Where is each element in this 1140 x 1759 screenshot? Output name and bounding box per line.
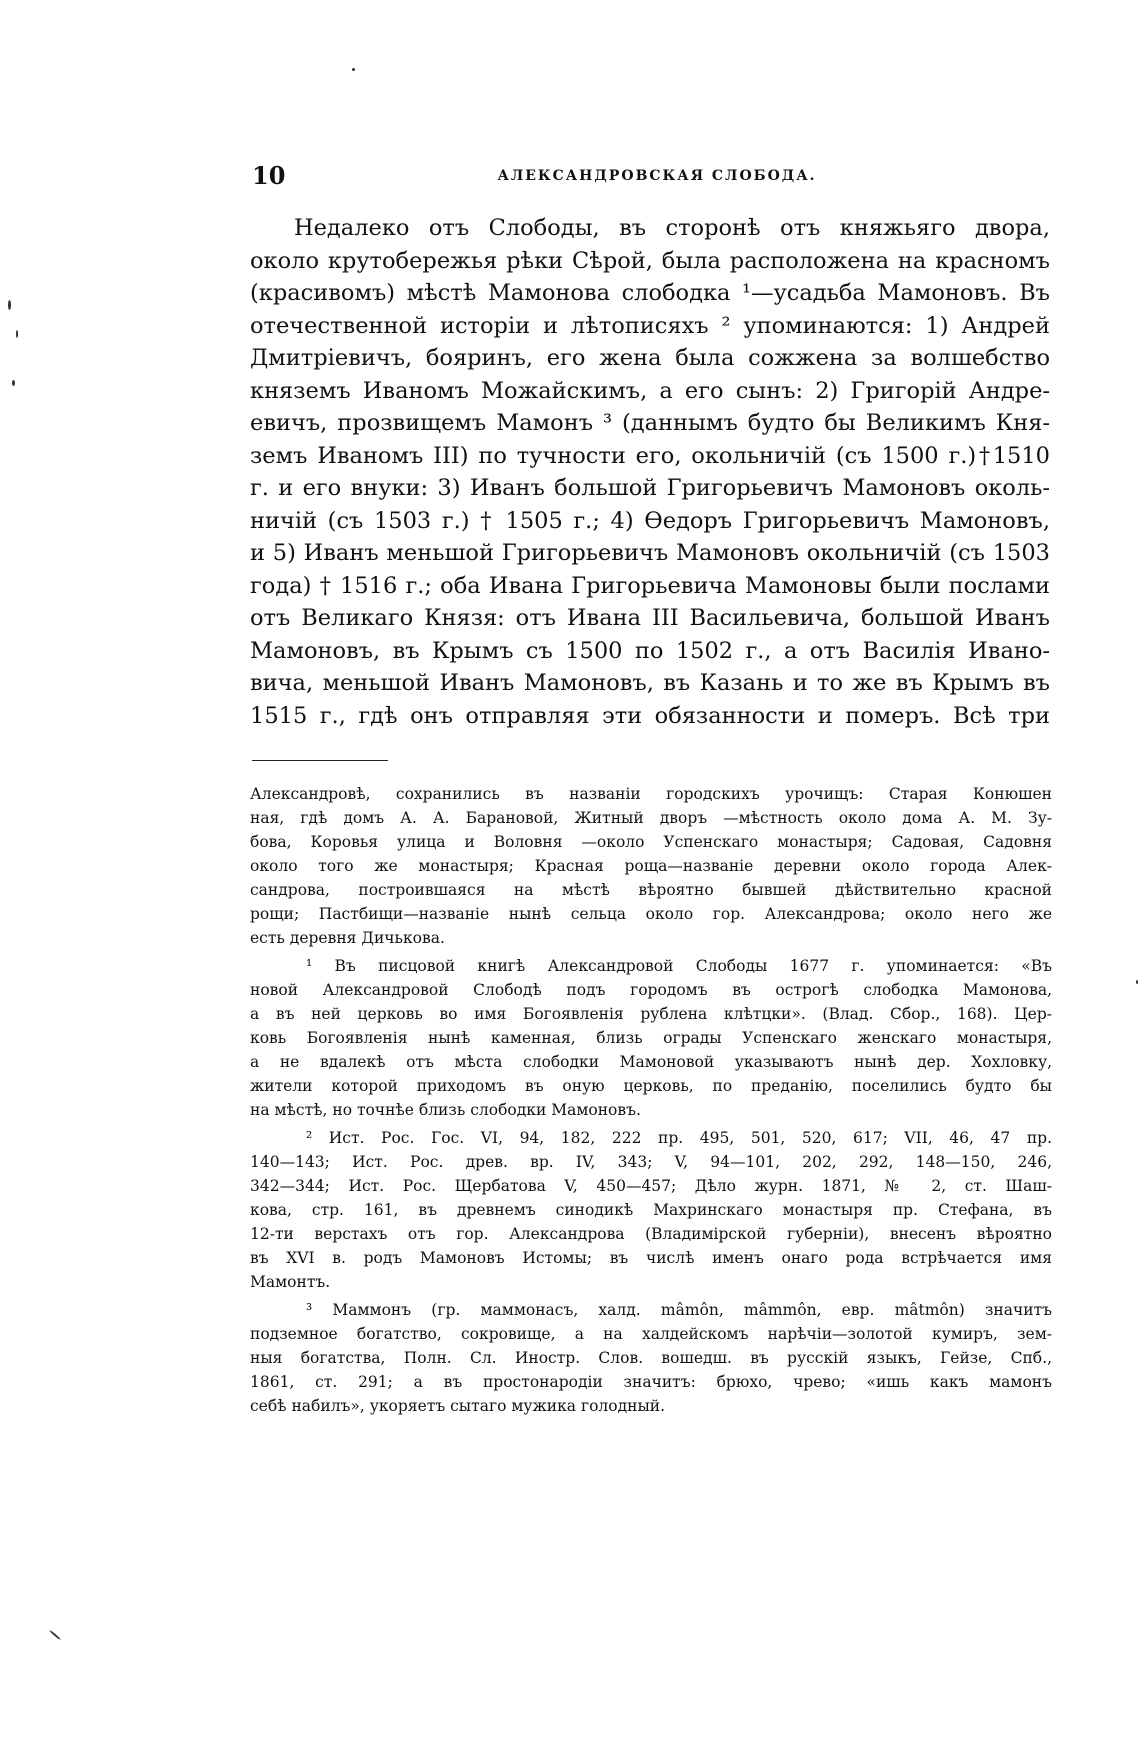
main-line: 1515 г., гдѣ онъ отправляя эти обязанности и померъ. Всѣ три	[250, 702, 1050, 729]
footnote-line: 342—344; Ист. Рос. Щербатова V, 450—457; Дѣло журн. 1871, № 2, ст. Шаш-	[250, 1177, 1052, 1195]
footnote-line: рощи; Пастбищи—названіе нынѣ сельца около гор. Александрова; около него же	[250, 905, 1052, 923]
main-line: Дмитріевичъ, бояринъ, его жена была сожжена за волшебство	[250, 345, 1050, 371]
footnote-line: новой Александровой Слободѣ подъ городомъ въ острогѣ слободка Мамонова,	[250, 981, 1052, 999]
footnote-line: есть деревня Дичькова.	[250, 929, 445, 947]
main-line: земъ Иваномъ III) по тучности его, окольничій (съ 1500 г.)†1510	[250, 442, 1050, 469]
page-header	[252, 160, 1062, 192]
footnote-line: Александровѣ, сохранились въ названіи городскихъ урочищъ: Старая Конюшен	[250, 785, 1052, 803]
footnote-line: 1861, ст. 291; а въ простонародіи значитъ: брюхо, чрево; «ишь какъ мамонъ	[250, 1373, 1052, 1391]
footnote-line: а не вдалекѣ отъ мѣста слободки Мамоновой указываютъ нынѣ дер. Хохловку,	[250, 1053, 1052, 1071]
main-line: Недалеко отъ Слободы, въ сторонѣ отъ княжьяго двора,	[294, 215, 1050, 241]
main-line: ничій (съ 1503 г.) † 1505 г.; 4) Ѳедоръ Григорьевичъ Мамоновъ,	[250, 507, 1050, 534]
main-line: отъ Великаго Князя: отъ Ивана III Васильевича, большой Иванъ	[250, 605, 1050, 631]
scan-speck	[12, 380, 15, 386]
footnote-line: около того же монастыря; Красная роща—названіе деревни около города Алек-	[250, 857, 1052, 875]
footnote-line: 12-ти верстахъ отъ гор. Александрова (Владимірской губерніи), внесенъ вѣроятно	[250, 1225, 1052, 1243]
main-line: евичъ, прозвищемъ Мамонъ ³ (даннымъ будто бы Великимъ Кня-	[250, 410, 1050, 436]
main-line: отечественной исторіи и лѣтописяхъ ² упоминаются: 1) Андрей	[250, 312, 1050, 339]
footnote-line: ¹ Въ писцовой книгѣ Александровой Слободы 1677 г. упоминается: «Въ	[306, 957, 1052, 975]
footnotes	[250, 782, 1052, 1422]
main-line: г. и его внуки: 3) Иванъ большой Григорьевичъ Мамоновъ околь-	[250, 475, 1050, 501]
scan-speck	[1136, 980, 1138, 984]
scan-speck	[49, 1630, 61, 1641]
main-paragraph	[250, 212, 1050, 732]
footnote-3	[250, 1298, 1052, 1418]
footnote-line: кова, стр. 161, въ древнемъ синодикѣ Махринскаго монастыря пр. Стефана, въ	[250, 1201, 1052, 1219]
footnote-1	[250, 954, 1052, 1122]
footnote-line: жители которой приходомъ въ оную церковь, по преданію, поселились будто бы	[250, 1077, 1052, 1095]
footnote-line: ² Ист. Рос. Гос. VI, 94, 182, 222 пр. 495, 501, 520, 617; VII, 46, 47 пр.	[306, 1129, 1052, 1147]
footnote-line: ныя богатства, Полн. Сл. Иностр. Слов. вошедш. въ русскій языкъ, Гейзе, Спб.,	[250, 1349, 1052, 1367]
main-line: года) † 1516 г.; оба Ивана Григорьевича Мамоновы были послами	[250, 572, 1050, 599]
footnote-continuation	[250, 782, 1052, 950]
main-line: княземъ Иваномъ Можайскимъ, а его сынъ: 2) Григорій Андре-	[250, 377, 1050, 404]
footnote-line: бова, Коровья улица и Воловня —около Успенскаго монастыря; Садовая, Садовня	[250, 833, 1052, 851]
footnote-separator	[252, 760, 388, 761]
main-line: около крутобережья рѣки Сѣрой, была расположена на красномъ	[250, 247, 1050, 274]
footnote-2	[250, 1126, 1052, 1294]
footnote-line: себѣ набилъ», укоряетъ сытаго мужика голодный.	[250, 1397, 666, 1415]
footnote-line: на мѣстѣ, но точнѣе близь слободки Мамоновъ.	[250, 1101, 641, 1119]
running-title: АЛЕКСАНДРОВСКАЯ СЛОБОДА.	[497, 168, 817, 184]
footnote-line: а въ ней церковь во имя Богоявленія рублена клѣтцки». (Влад. Сбор., 168). Цер-	[250, 1005, 1052, 1023]
footnote-line: подземное богатство, сокровище, а на халдейскомъ нарѣчіи—золотой кумиръ, зем-	[250, 1325, 1052, 1343]
footnote-line: ³ Маммонъ (гр. маммонасъ, халд. mâmôn, mâmmôn, евр. mâtmôn) значитъ	[306, 1301, 1052, 1319]
main-line: и 5) Иванъ меньшой Григорьевичъ Мамоновъ окольничій (съ 1503	[250, 540, 1050, 566]
main-line: вича, меньшой Иванъ Мамоновъ, въ Казань и то же въ Крымъ въ	[250, 670, 1050, 696]
footnote-line: ковь Богоявленія нынѣ каменная, близь ограды Успенскаго женскаго монастыря,	[250, 1029, 1052, 1047]
main-line: (красивомъ) мѣстѣ Мамонова слободка ¹—усадьба Мамоновъ. Въ	[250, 280, 1050, 306]
footnote-line: ная, гдѣ домъ А. А. Барановой, Житный дворъ —мѣстность около дома А. М. Зу-	[250, 809, 1052, 827]
scan-speck	[352, 68, 355, 71]
page-number: 10	[252, 161, 286, 190]
footnote-line: Мамонтъ.	[250, 1273, 331, 1291]
main-line: Мамоновъ, въ Крымъ съ 1500 по 1502 г., а отъ Василія Ивано-	[250, 637, 1050, 664]
footnote-line: въ XVI в. родъ Мамоновъ Истомы; въ числѣ именъ онаго рода встрѣчается имя	[250, 1249, 1052, 1267]
scan-speck	[16, 330, 18, 338]
footnote-line: 140—143; Ист. Рос. древ. вр. IV, 343; V, 94—101, 202, 292, 148—150, 246,	[250, 1153, 1052, 1171]
scan-speck	[8, 300, 11, 310]
footnote-line: сандрова, построившаяся на мѣстѣ вѣроятно бывшей дѣйствительно красной	[250, 881, 1052, 899]
